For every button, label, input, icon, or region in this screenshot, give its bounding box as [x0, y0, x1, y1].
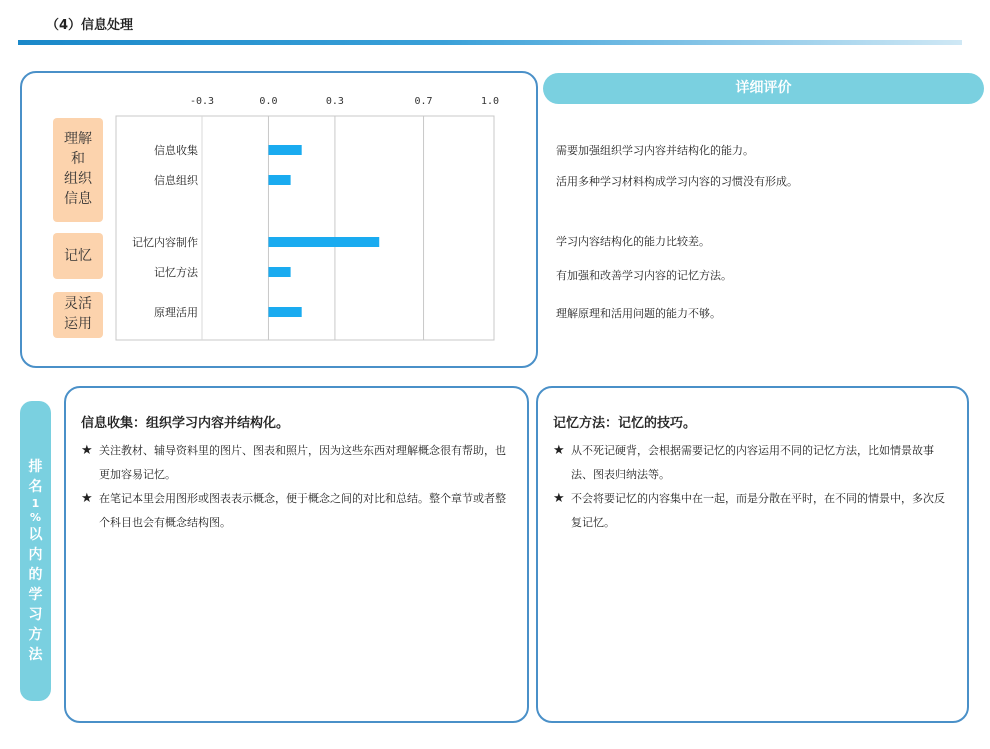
star-icon: ★ [81, 443, 93, 458]
method-panel-memory-method [536, 386, 969, 723]
bar [268, 307, 301, 317]
side-tab-char: 内 [28, 547, 43, 563]
side-tab-char: 法 [28, 647, 43, 663]
side-tab-char: 1 [31, 497, 40, 510]
bar [268, 145, 301, 155]
bullet-text: 关注教材、辅导资料里的图片、图表和照片，因为这些东西对理解概念很有帮助，也更加容易记忆。 [99, 444, 506, 481]
bullet-text: 从不死记硬背，会根据需要记忆的内容运用不同的记忆方法，比如情景故事法、图表归纳法等。 [571, 444, 934, 481]
side-tab-char: 以 [28, 527, 43, 543]
title-divider [18, 40, 962, 45]
side-tab-study-methods [20, 401, 51, 701]
x-tick-label: 0.0 [259, 96, 278, 107]
y-category-label: 信息组织 [154, 174, 198, 187]
side-tab-char: 习 [28, 607, 43, 623]
y-category-label: 记忆方法 [154, 266, 198, 279]
star-icon: ★ [81, 491, 93, 506]
bullet-text: 在笔记本里会用图形或图表表示概念，便于概念之间的对比和总结。整个章节或者整个科目也会有概念结构图。 [99, 492, 506, 529]
method-bullet [553, 439, 953, 487]
y-category-label: 原理活用 [154, 306, 198, 319]
bar-chart [22, 73, 536, 366]
method-panel-info-collection [64, 386, 529, 723]
bullet-text: 不会将要记忆的内容集中在一起，而是分散在平时，在不同的情景中，多次反复记忆。 [571, 492, 945, 529]
y-category-label: 记忆内容制作 [132, 236, 198, 249]
evaluation-item: 有加强和改善学习内容的记忆方法。 [556, 269, 732, 282]
evaluation-item: 活用多种学习材料构成学习内容的习惯没有形成。 [556, 175, 798, 188]
x-tick-label: 1.0 [480, 96, 500, 107]
method-title: 记忆方法：记忆的技巧。 [553, 416, 697, 431]
category-line: 运用 [64, 316, 92, 332]
method-bullet [553, 487, 953, 535]
category-line: 组织 [64, 171, 92, 187]
category-line: 和 [71, 151, 85, 167]
method-title: 信息收集：组织学习内容并结构化。 [81, 416, 290, 431]
evaluation-item: 需要加强组织学习内容并结构化的能力。 [556, 144, 754, 157]
method-bullet [81, 487, 513, 535]
evaluation-item: 学习内容结构化的能力比较差。 [556, 235, 710, 248]
category-line: 理解 [64, 131, 92, 147]
star-icon: ★ [553, 491, 565, 506]
side-tab-char: 学 [28, 587, 43, 603]
y-category-label: 信息收集 [154, 144, 198, 157]
side-tab-char: 名 [28, 479, 43, 495]
evaluation-item: 理解原理和活用问题的能力不够。 [556, 307, 721, 320]
x-tick-label: 0.7 [414, 96, 433, 107]
side-tab-char: 方 [28, 627, 43, 643]
bar [268, 267, 290, 277]
category-line: 信息 [64, 191, 92, 207]
side-tab-char: 的 [28, 567, 43, 583]
x-tick-label: -0.3 [189, 96, 215, 107]
chart-panel [20, 71, 538, 368]
category-line: 记忆 [64, 248, 92, 264]
side-tab-char: 排 [28, 459, 43, 475]
method-bullet [81, 439, 513, 487]
bar [268, 175, 290, 185]
star-icon: ★ [553, 443, 565, 458]
section-title: （4）信息处理 [46, 18, 134, 33]
side-tab-char: % [29, 511, 42, 524]
category-line: 灵活 [64, 296, 92, 312]
evaluation-header: 详细评价 [543, 73, 984, 104]
bar [268, 237, 379, 247]
x-tick-label: 0.3 [325, 96, 344, 107]
